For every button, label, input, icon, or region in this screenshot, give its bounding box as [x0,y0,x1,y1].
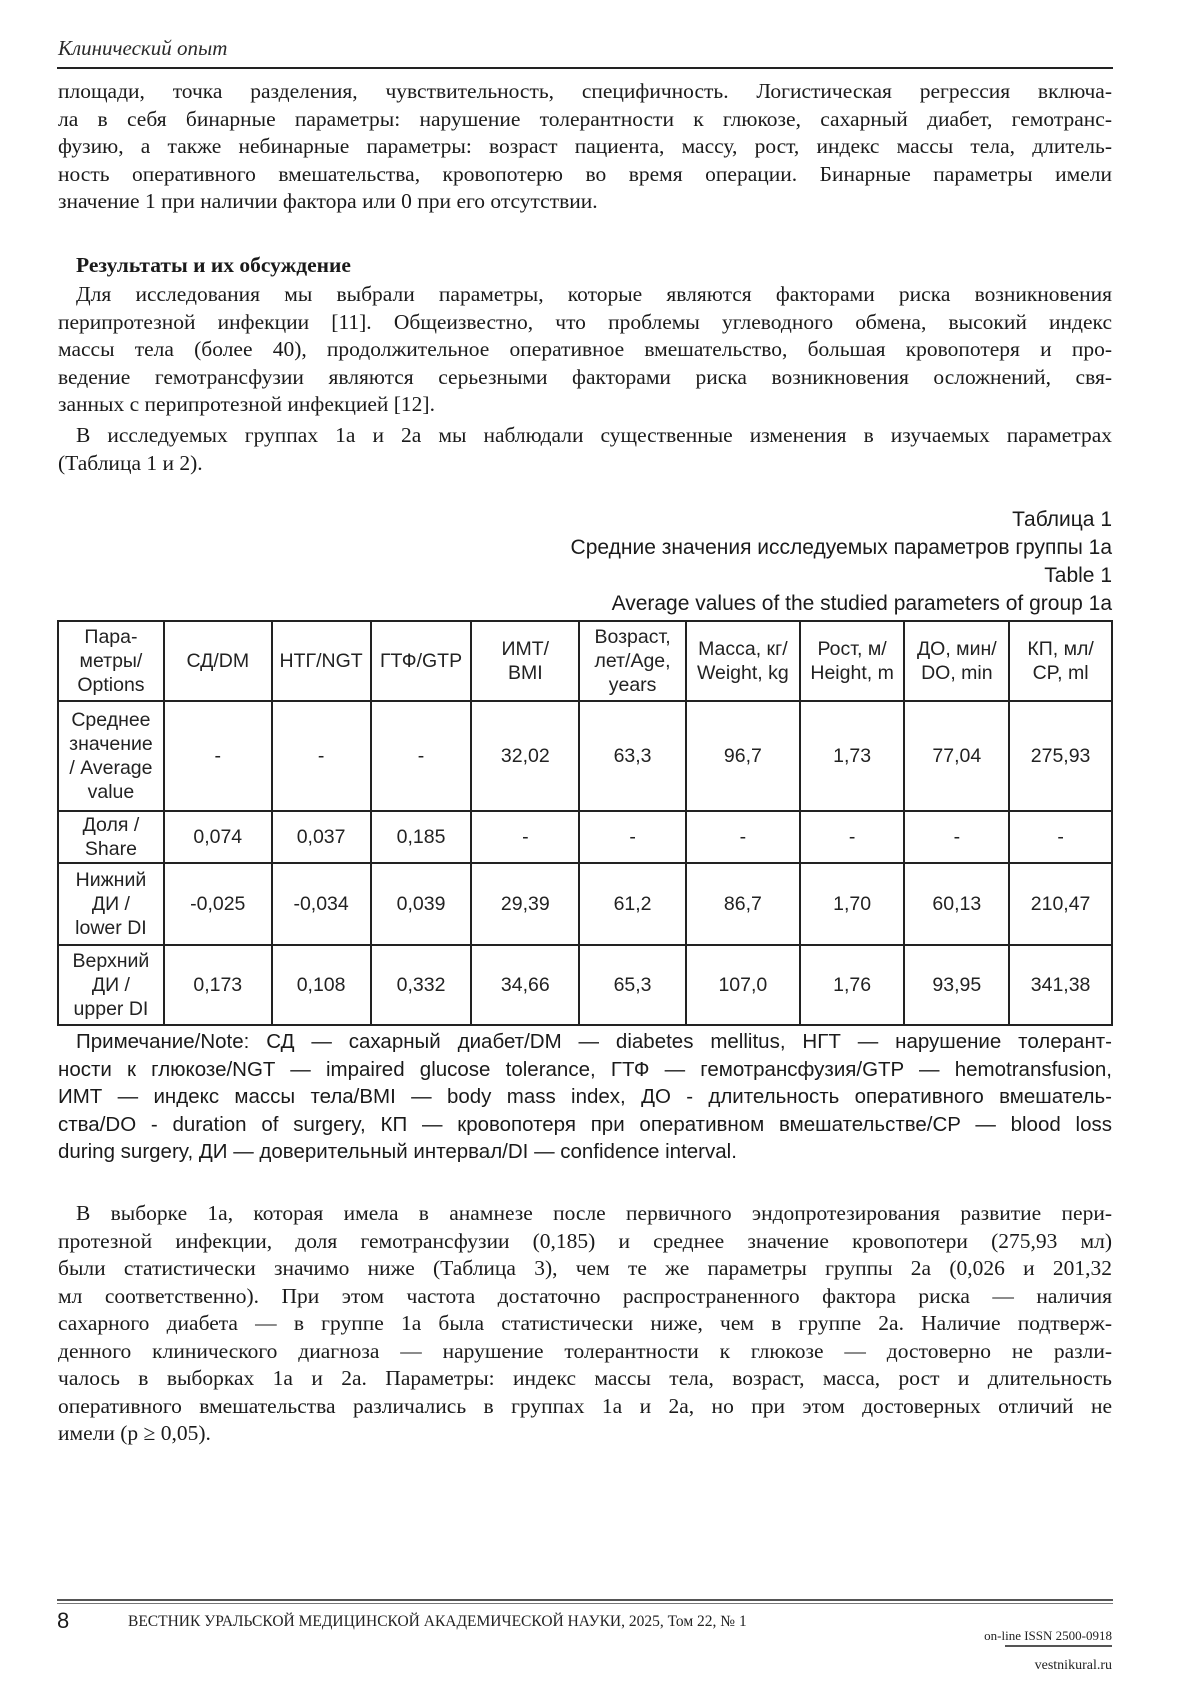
table-title-ru: Средние значения исследуемых параметров группы 1а [570,536,1112,559]
table-cell: 0,108 [272,945,371,1025]
table-cell: 0,039 [371,863,472,945]
table-row-average [58,701,1112,811]
table-cell: 275,93 [1009,701,1112,811]
table-cell: 96,7 [686,701,800,811]
paragraph-group-1a [58,1200,1112,1448]
header-gtp: ГТФ/GTP [371,621,472,701]
table-cell: - [164,701,272,811]
table-cell: - [272,701,371,811]
table-row-lower-ci [58,863,1112,945]
row-label: Нижний ДИ / lower DI [58,863,164,945]
text-line: ла в себя бинарные параметры: нарушение толерантности к глюкозе, сахарный диабет, гемотранс- [58,106,1112,131]
table-label-ru: Таблица 1 [1012,508,1112,531]
text-line: ность оперативного вмешательства, кровопотерю во время операции. Бинарные параметры имели [58,161,1112,186]
table-cell: - [371,701,472,811]
table-cell: 61,2 [579,863,686,945]
running-head: Клинический опыт [58,36,228,60]
text-line: ства/DO - duration of surgery, КП — кровопотеря при оперативном вмешательстве/CP — blood loss [58,1112,1112,1136]
table-cell: - [686,811,800,863]
table-cell: 65,3 [579,945,686,1025]
table-cell: -0,025 [164,863,272,945]
section-title-results: Результаты и их обсуждение [76,253,351,277]
row-label: Верхний ДИ / upper DI [58,945,164,1025]
text-line: (Таблица 1 и 2). [58,450,203,475]
text-line: оперативного вмешательства различались в группах 1а и 2а, но при этом достоверных отличий не [58,1393,1112,1418]
text-line: занных с перипротезной инфекцией [12]. [58,392,435,416]
header-height: Рост, м/ Height, m [800,621,905,701]
table-cell: 0,185 [371,811,472,863]
table-cell: - [1009,811,1112,863]
paragraph-methods-end [58,78,1112,216]
header-ngt: НТГ/NGT [272,621,371,701]
journal-title: ВЕСТНИК УРАЛЬСКОЙ МЕДИЦИНСКОЙ АКАДЕМИЧЕСКОЙ НАУКИ, 2025, Том 22, № 1 [128,1613,747,1630]
table-header-row [58,621,1112,701]
website-link[interactable]: vestnikural.ru [1034,1658,1112,1673]
text-line: площади, точка разделения, чувствительность, специфичность. Логистическая регрессия включа- [58,79,1112,103]
header-bmi: ИМТ/ BMI [471,621,579,701]
header-age: Возраст, лет/Age, years [579,621,686,701]
table-cell: 93,95 [904,945,1009,1025]
table-cell: - [800,811,905,863]
table-cell: - [904,811,1009,863]
text-line: массы тела (более 40), продолжительное оперативное вмешательство, большая кровопотеря и про- [58,337,1112,361]
header-duration: ДО, мин/ DO, min [904,621,1009,701]
text-line: В выборке 1а, которая имела в анамнезе после первичного эндопротезирования развитие пери- [76,1201,1112,1225]
table-cell: - [579,811,686,863]
header-blood-loss: КП, мл/ CP, ml [1009,621,1112,701]
text-line: ведение гемотрансфузии являются серьезными факторами риска возникновения осложнений, свя- [58,364,1112,389]
text-line: имели (p ≥ 0,05). [58,1421,211,1445]
table-title-en: Average values of the studied parameters of group 1a [611,592,1112,615]
text-line: сахарного диабета — в группе 1а была статистически ниже, чем в группе 2а. Наличие подтверж- [58,1311,1112,1335]
table-cell: 32,02 [471,701,579,811]
table-note [58,1028,1112,1166]
text-line: ности к глюкозе/NGT — impaired glucose tolerance, ГТФ — гемотрансфузия/GTP — hemotransfusion, [58,1057,1112,1081]
table-cell: 107,0 [686,945,800,1025]
table-cell: 1,70 [800,863,905,945]
text-line: Для исследования мы выбрали параметры, которые являются факторами риска возникновения [76,282,1112,306]
header-rule [57,67,1113,69]
text-line: мл соответственно). При этом частота достаточно распространенного фактора риска — наличия [58,1283,1112,1308]
parameters-table [57,620,1113,1026]
paragraph-results-intro [58,281,1112,419]
table-cell: 341,38 [1009,945,1112,1025]
header-options: Пара- метры/ Options [58,621,164,701]
table-cell: 77,04 [904,701,1009,811]
table-row-share [58,811,1112,863]
table-cell: 34,66 [471,945,579,1025]
text-line: чалось в выборках 1а и 2а. Параметры: индекс массы тела, возраст, масса, рост и длительность [58,1366,1112,1390]
issn-rule [1005,1645,1112,1647]
header-dm: СД/DM [164,621,272,701]
issn: on-line ISSN 2500-0918 [984,1628,1112,1643]
text-line: денного клинического диагноза — нарушение толерантности к глюкозе — достоверно не разли- [58,1338,1112,1363]
text-line: были статистически значимо ниже (Таблица 3), чем те же параметры группы 2а (0,026 и 201,32 [58,1256,1112,1280]
header-weight: Масса, кг/ Weight, kg [686,621,800,701]
table-cell: 0,173 [164,945,272,1025]
table-cell: 60,13 [904,863,1009,945]
table-cell: 0,332 [371,945,472,1025]
table-cell: 29,39 [471,863,579,945]
table-cell: 0,037 [272,811,371,863]
table-cell: 0,074 [164,811,272,863]
text-line: значение 1 при наличии фактора или 0 при его отсутствии. [58,189,598,213]
table-row-upper-ci [58,945,1112,1025]
footer-rule [57,1599,1113,1601]
table-cell: -0,034 [272,863,371,945]
text-line: В исследуемых группах 1а и 2а мы наблюдали существенные изменения в изучаемых параметрах [76,423,1112,447]
table-cell: 1,73 [800,701,905,811]
table-cell: 63,3 [579,701,686,811]
table-cell: 210,47 [1009,863,1112,945]
text-line: ИМТ — индекс массы тела/BMI — body mass index, ДО - длительность оперативного вмешатель- [58,1085,1112,1109]
table-cell: - [471,811,579,863]
text-line: Примечание/Note: СД — сахарный диабет/DM — diabetes mellitus, НГТ — нарушение толерант- [76,1030,1112,1053]
text-line: протезной инфекции, доля гемотрансфузии (0,185) и среднее значение кровопотери (275,93 мл) [58,1228,1112,1253]
text-line: перипротезной инфекции [11]. Общеизвестно, что проблемы углеводного обмена, высокий индекс [58,309,1112,334]
table-cell: 86,7 [686,863,800,945]
page-number: 8 [57,1608,70,1633]
table-cell: 1,76 [800,945,905,1025]
text-line: during surgery, ДИ — доверительный интервал/DI — confidence interval. [58,1140,737,1164]
paragraph-groups [58,422,1112,477]
text-line: фузию, а также небинарные параметры: возраст пациента, массу, рост, индекс массы тела, длитель- [58,134,1112,158]
table-label-en: Table 1 [1044,564,1112,587]
footer-rule-thin [57,1603,1113,1604]
row-label: Доля / Share [58,811,164,863]
row-label: Среднее значение / Average value [58,701,164,811]
